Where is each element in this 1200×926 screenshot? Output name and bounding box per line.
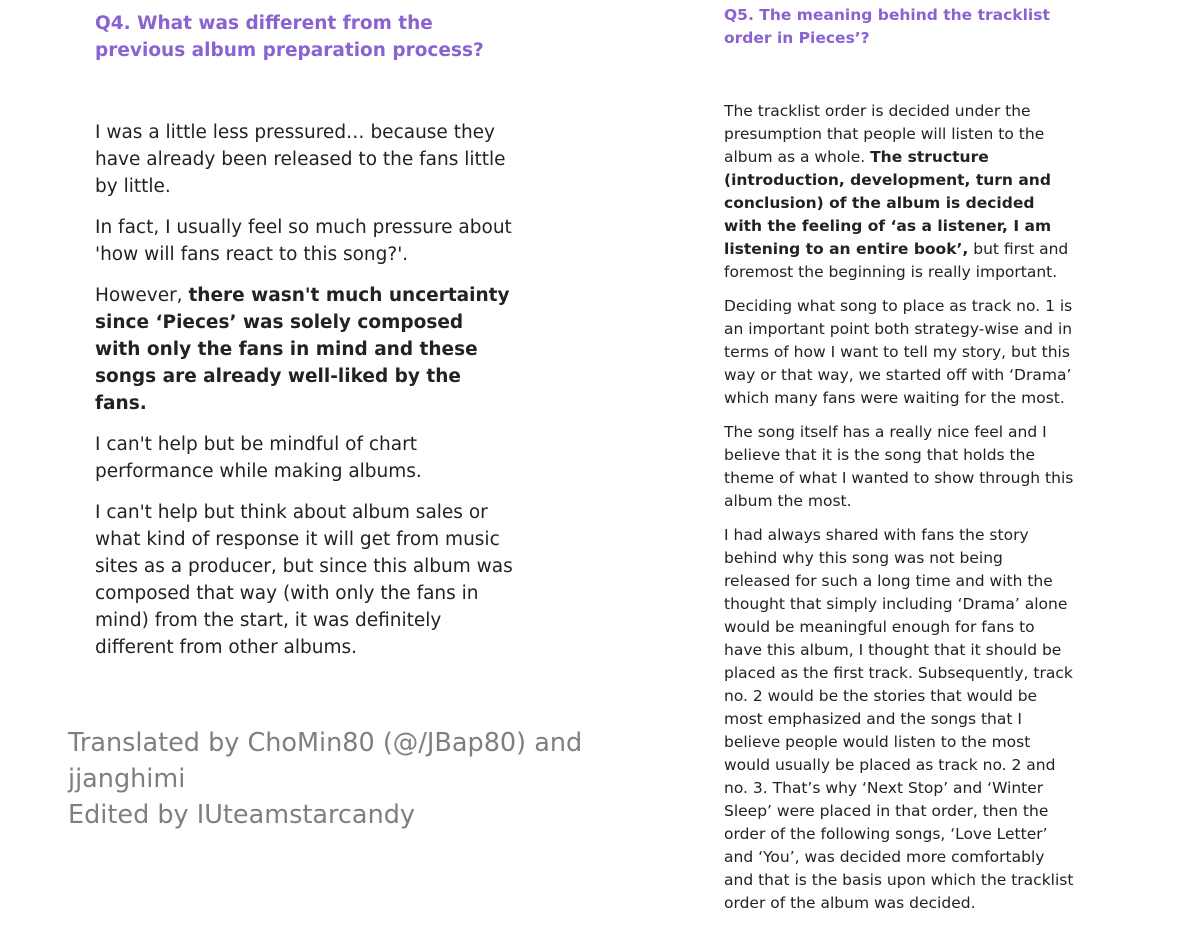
q5-paragraph-3: The song itself has a really nice feel and I believe that it is the song that holds the theme of what I wanted to show through this album the most. xyxy=(724,423,1074,510)
q4-answer xyxy=(95,119,515,661)
editor-credit: Edited by IUteamstarcandy xyxy=(68,800,416,830)
q4-paragraph-3-bold: there wasn't much uncertainty since ‘Pieces’ was solely composed with only the fans in mind and these songs are already well-liked by the fans. xyxy=(95,285,510,414)
translator-credit: Translated by ChoMin80 (@/JBap80) and jjanghimi xyxy=(68,728,583,794)
q4-paragraph-1: I was a little less pressured… because they have already been released to the fans little by little. xyxy=(95,122,506,197)
q5-answer xyxy=(724,100,1074,915)
q5-paragraph-4: I had always shared with fans the story behind why this song was not being released for such a long time and with the thought that simply including ‘Drama’ alone would be meaningful enough for fans to have this album, I thought that it should be placed as the first track. Subsequently, track no. 2 would be the stories that would be most emphasized and the songs that I believe people would listen to the most would usually be placed as track no. 2 and no. 3. That’s why ‘Next Stop’ and ‘Winter Sleep’ were placed in that order, then the order of the following songs, ‘Love Letter’ and ‘You’, was decided more comfortably and that is the basis upon which the tracklist order of the album was decided. xyxy=(724,526,1074,912)
q4-paragraph-3 xyxy=(95,282,515,417)
translation-credits xyxy=(68,725,668,833)
q5-paragraph-2: Deciding what song to place as track no. 1 is an important point both strategy-wise and in terms of how I want to tell my story, but this way or that way, we started off with ‘Drama’ which many fans were waiting for the most. xyxy=(724,297,1073,407)
q5-heading: Q5. The meaning behind the tracklist order in Pieces’? xyxy=(724,6,1050,47)
q5-paragraph-1-tail: but first and foremost the beginning is really important. xyxy=(724,240,1069,281)
q4-paragraph-5: I can't help but think about album sales or what kind of response it will get from music sites as a producer, but since this album was composed that way (with only the fans in mind) from the start, it was definitely different from other albums. xyxy=(95,502,513,658)
right-column xyxy=(724,4,1074,926)
q5-paragraph-1 xyxy=(724,100,1074,284)
q4-paragraph-2: In fact, I usually feel so much pressure about 'how will fans react to this song?'. xyxy=(95,217,512,265)
q4-paragraph-4: I can't help but be mindful of chart performance while making albums. xyxy=(95,434,422,482)
q4-paragraph-3-lead: However, xyxy=(95,285,189,306)
q5-paragraph-1-lead: The tracklist order is decided under the presumption that people will listen to the album as a whole. xyxy=(724,102,1045,166)
left-column xyxy=(95,10,515,675)
q4-heading: Q4. What was different from the previous album preparation process? xyxy=(95,13,484,61)
q5-paragraph-1-bold: The structure (introduction, development, turn and conclusion) of the album is decided with the feeling of ‘as a listener, I am listening to an entire book’, xyxy=(724,148,1052,258)
